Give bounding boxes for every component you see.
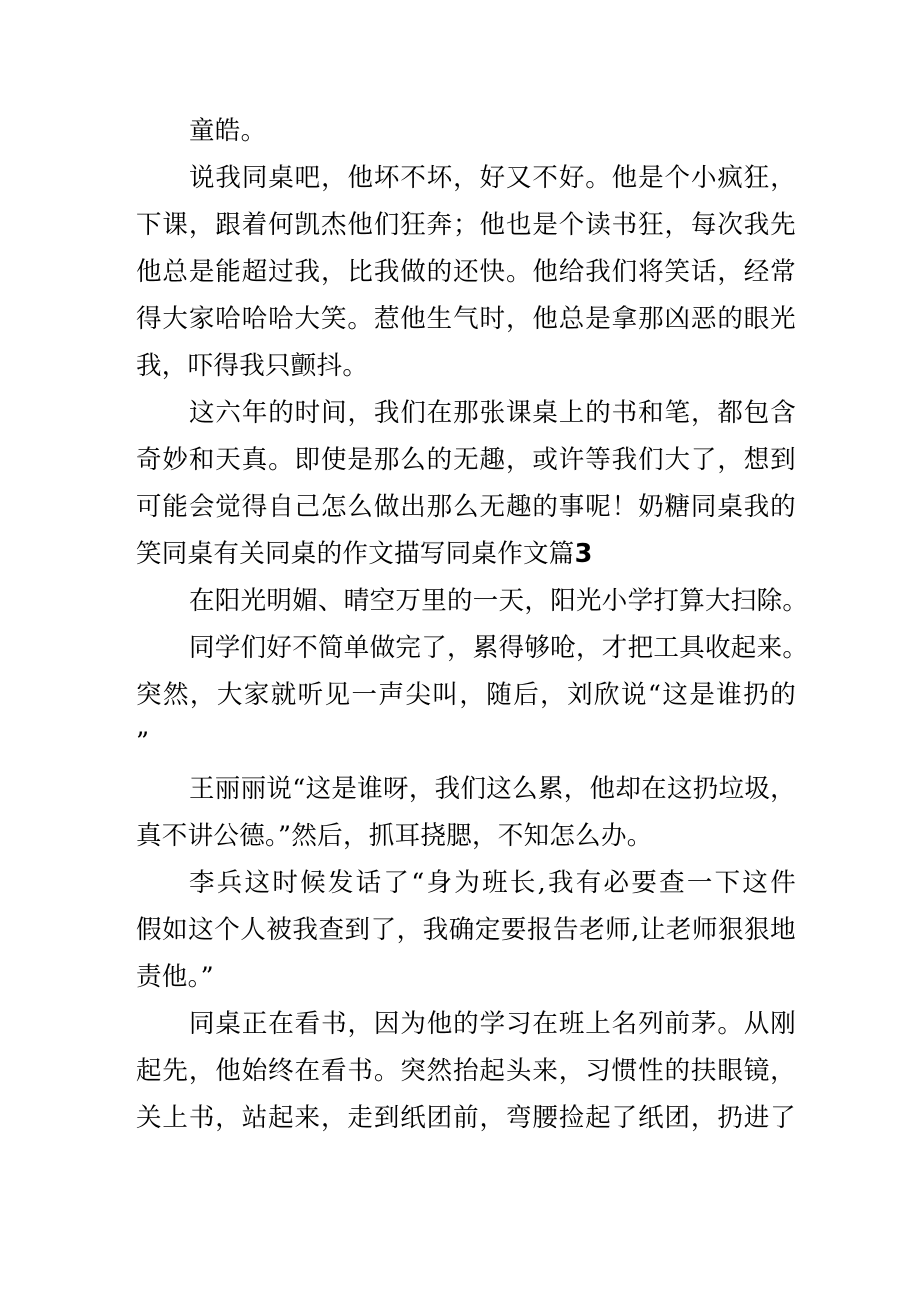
text-line: 王丽丽说“这是谁呀，我们这么累，他却在这扔垃圾，: [189, 774, 796, 804]
heading-text: 笑同桌有关同桌的作文描写同桌作文篇: [136, 539, 575, 569]
text-line: 真不讲公德。”然后，抓耳挠腮，不知怎么办。: [136, 821, 653, 851]
text-line: 这六年的时间，我们在那张课桌上的书和笔，都包含: [189, 398, 796, 428]
text-line: 我，吓得我只颤抖。: [136, 351, 369, 381]
text-line: 他总是能超过我，比我做的还快。他给我们将笑话，经常: [136, 257, 796, 287]
text-line: 得大家哈哈哈大笑。惹他生气时，他总是拿那凶恶的眼光: [136, 304, 796, 334]
text-line: 突然，大家就听见一声尖叫，随后，刘欣说“这是谁扔的: [136, 680, 796, 710]
text-line: 关上书，站起来，走到纸团前，弯腰捡起了纸团，扔进了: [136, 1103, 796, 1133]
text-line: 在阳光明媚、晴空万里的一天，阳光小学打算大扫除。: [189, 586, 809, 616]
text-line: 童皓。: [189, 116, 267, 146]
text-line: 奇妙和天真。即使是那么的无趣，或许等我们大了，想到: [136, 445, 796, 475]
text-line: ”: [136, 727, 150, 757]
section-number: 3: [574, 539, 593, 569]
text-line: 起先，他始终在看书。突然抬起头来，习惯性的扶眼镜，: [136, 1056, 796, 1086]
text-line: 说我同桌吧，他坏不坏，好又不好。他是个小疯狂，: [189, 163, 796, 193]
text-line: 责他。”: [136, 962, 214, 992]
text-line: 李兵这时候发话了“身为班长,我有必要查一下这件: [189, 868, 796, 898]
section-heading-line: [136, 531, 796, 578]
text-line: 假如这个人被我查到了，我确定要报告老师,让老师狠狠地: [136, 915, 796, 945]
text-line: 同桌正在看书，因为他的学习在班上名列前茅。从刚: [189, 1009, 796, 1039]
text-line: 下课，跟着何凯杰他们狂奔；他也是个读书狂，每次我先: [136, 210, 796, 240]
text-line: 可能会觉得自己怎么做出那么无趣的事呢！奶糖同桌我的: [136, 492, 796, 522]
article-body: [136, 108, 809, 1142]
text-line: 同学们好不简单做完了，累得够呛，才把工具收起来。: [189, 633, 809, 663]
